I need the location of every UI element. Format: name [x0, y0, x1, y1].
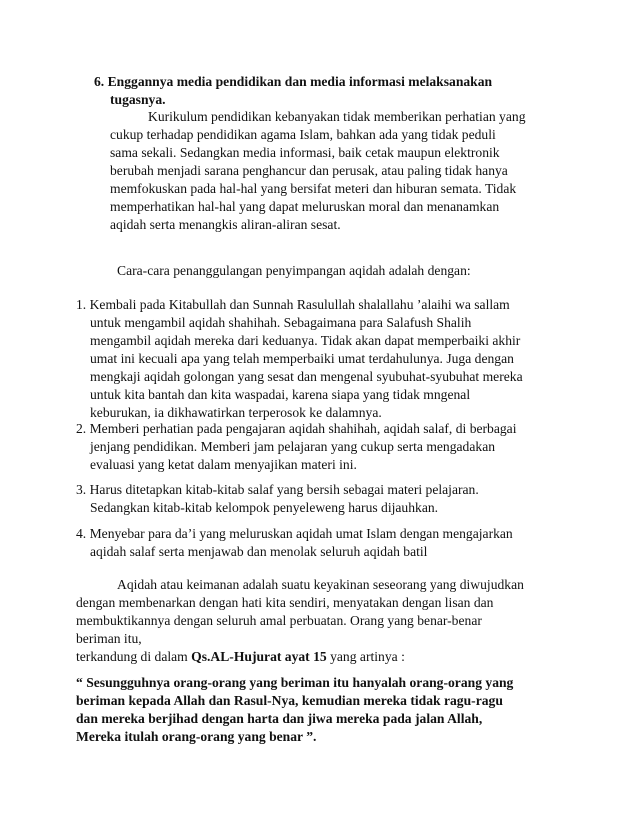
paragraph-line: Aqidah atau keimanan adalah suatu keyakinan seseorang yang diwujudkan	[117, 577, 524, 592]
list-item-3-line: Sedangkan kitab-kitab kelompok penyeleweng harus dijauhkan.	[90, 500, 439, 515]
reference-line	[76, 648, 405, 666]
paragraph-line: sama sekali. Sedangkan media informasi, baik cetak maupun elektronik	[110, 145, 500, 160]
intro-line: Cara-cara penanggulangan penyimpangan aqidah adalah dengan:	[117, 263, 471, 278]
list-item-1-line: keburukan, ia dikhawatirkan terperosok ke dalamnya.	[90, 405, 382, 420]
list-item-1-line: untuk mengambil aqidah shahihah. Sebagaimana para Salafush Shalih	[90, 315, 472, 330]
paragraph-line: berubah menjadi sarana penghancur dan perusak, atau paling tidak hanya	[110, 163, 508, 178]
list-item-2-line: jenjang pendidikan. Memberi jam pelajaran yang cukup serta mengadakan	[90, 439, 496, 454]
quote-line: dan mereka berjihad dengan harta dan jiwa mereka pada jalan Allah,	[76, 711, 483, 726]
list-item-1-line: mengkaji aqidah golongan yang sesat dan mengenal syubuhat-syubuhat mereka	[90, 369, 523, 384]
section-heading-cont: tugasnya.	[110, 92, 166, 107]
list-item-2: 2. Memberi perhatian pada pengajaran aqidah shahihah, aqidah salaf, di berbagai	[76, 421, 517, 436]
quote-line: beriman kepada Allah dan Rasul-Nya, kemudian mereka tidak ragu-ragu	[76, 693, 503, 708]
quote-line: Mereka itulah orang-orang yang benar ”.	[76, 729, 317, 744]
list-item-1: 1. Kembali pada Kitabullah dan Sunnah Rasulullah shalallahu ’alaihi wa sallam	[76, 297, 510, 312]
list-item-4-line: aqidah salaf serta menjawab dan menolak seluruh aqidah batil	[90, 544, 428, 559]
paragraph-line: membuktikannya dengan seluruh amal perbuatan. Orang yang benar-benar	[76, 613, 482, 628]
list-item-2-line: evaluasi yang ketat dalam menyajikan materi ini.	[90, 457, 357, 472]
reference-pre: terkandung di dalam	[76, 649, 192, 664]
list-item-3: 3. Harus ditetapkan kitab-kitab salaf yang bersih sebagai materi pelajaran.	[76, 482, 479, 497]
paragraph-line: memfokuskan pada hal-hal yang bersifat meteri dan hiburan semata. Tidak	[110, 181, 517, 196]
paragraph-line: aqidah serta menangkis aliran-aliran sesat.	[110, 217, 341, 232]
reference-citation: Qs.AL-Hujurat ayat 15	[191, 649, 327, 664]
quote-line: “ Sesungguhnya orang-orang yang beriman itu hanyalah orang-orang yang	[76, 675, 514, 690]
paragraph-line: Kurikulum pendidikan kebanyakan tidak memberikan perhatian yang	[148, 109, 526, 124]
paragraph-line: beriman itu,	[76, 631, 142, 646]
list-item-1-line: untuk kita bantah dan kita waspadai, karena siapa yang tidak mngenal	[90, 387, 471, 402]
paragraph-line: cukup terhadap pendidikan agama Islam, bahkan ada yang tidak peduli	[110, 127, 496, 142]
list-item-4: 4. Menyebar para da’i yang meluruskan aqidah umat Islam dengan mengajarkan	[76, 526, 513, 541]
paragraph-line: dengan membenarkan dengan hati kita sendiri, menyatakan dengan lisan dan	[76, 595, 494, 610]
reference-post: yang artinya :	[326, 649, 405, 664]
list-item-1-line: umat ini kecuali apa yang telah memperbaiki umat terdahulunya. Juga dengan	[90, 351, 514, 366]
section-heading: 6. Enggannya media pendidikan dan media informasi melaksanakan	[94, 74, 493, 89]
paragraph-line: memperhatikan hal-hal yang dapat meluruskan moral dan menanamkan	[110, 199, 500, 214]
list-item-1-line: mengambil aqidah mereka dari keduanya. Tidak akan dapat memperbaiki akhir	[90, 333, 521, 348]
